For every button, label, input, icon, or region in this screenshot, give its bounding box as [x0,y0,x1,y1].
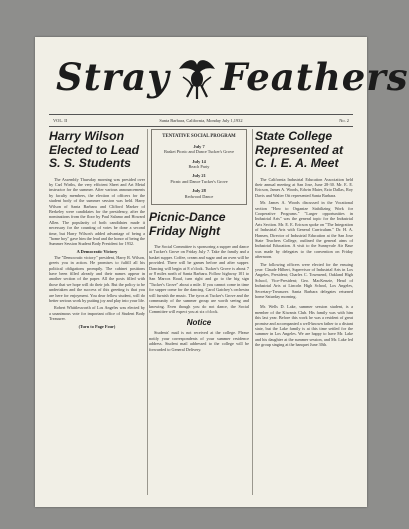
dateline [49,114,353,127]
dateline-place-date: Santa Barbara, California, Monday July 1,1932 [159,118,243,123]
program-event-date: July 28 [192,188,206,194]
program-title: TENTATIVE SOCIAL PROGRAM [162,134,236,139]
program-event-desc: Redwood Dance [184,193,214,199]
dateline-volume: VOL. II [53,118,68,123]
column-right [255,129,353,499]
notice-title: Notice [186,318,212,328]
article-subhead: A Democratic Victory [76,248,118,254]
column-divider [147,129,148,495]
article-paragraph: The following officers were elected for the ensuing year: Claude Hilbert, Supervisor of Industrial Arts in Los Angeles, President; Charles C. Townsend, Oakland High School, Vice-President; Geo. MacKenzie, Head of Industrial Arts at Lincoln High School, Los Angeles, Secretary-Treasurer. Santa Barbara delegates returned home Saturday morning. [255,261,353,300]
continued-note: (Turn to Page Four) [78,323,116,329]
picnic-headline: Picnic-Dance Friday Night [149,210,226,238]
article-paragraph: Mr. Wells D. Lake, summer session student, is a member of the Kiwanis Club. His family was with him this last year. Before this work he was a resident of great promise and accompanied a well-known father to a distant state, but the Lake family is at this time settled for the summer in Los Angeles. We are happy to have Mr. Lake and his daughter at the summer session, and Mr. Lake led the group singing at the banquet June 30th. [255,304,353,348]
article-paragraph: The Social Committee is sponsoring a supper and dance at Tucker's Grove on Friday July 7. Take the family and a basket supper. Coffee, cream and sugar and an oven will be provided. There will be games before and after supper. Dancing will begin at 8 o'clock. Tucker's Grove is about 7 or 8 miles north of Santa Barbara. Follow highway 101 to San Marcos Road, turn right and go to the big sign "Tucker's Grove" about a mile. If you cannot come in time for supper come for the dancing. Carol Gatchey's orchestra will furnish the music. The tyros at Tucker's Grove and the community of the summer group are worth seeing and knowing. Even though you do not dance, the Social Committee will expect you at six o'clock. [149,244,249,314]
program-event-date: July 21 [192,173,206,179]
masthead-title-left: Stray [56,55,170,99]
college-headline: State College Represented at C. I. E. A. Meet [255,129,344,170]
program-event-desc: Basket Picnic and Dance Tucker's Grove [163,149,235,155]
program-event-date: July 7 [193,143,205,149]
article-paragraph: Robert Whittlesworth of Los Angeles was elected by a unanimous vote for important office of Student Body Treasurer. [49,305,145,322]
column-divider [252,129,253,495]
dateline-number: No. 2 [339,118,349,123]
program-event-desc: Beach Party [188,164,210,170]
column-left [49,129,145,499]
column-middle [149,129,249,499]
newspaper-page [35,37,409,507]
program-event-desc: Picnic and Dance Tucker's Grove [170,178,228,184]
program-event-date: July 14 [192,158,206,164]
masthead [35,49,409,109]
social-program-box [151,129,247,205]
article-paragraph: The California Industrial Education Association held their annual meeting at San Jose, June 28-30. Mr. E. E. Ericson, James A. Woods, Edwin Maier, Ezio Dallas, Roy Davis and Walter Ott represented Santa Barbara. [255,176,353,198]
article-paragraph: The "Democratic victory" president, Harry R. Wilson, greets you in action. He promises to fulfill all his political obligations promptly. The cabinet positions have been filled already and their names appear in another section of the paper. All the posts filled with those that we hope will do their job. But the policy to be undertaken and the success of this greeting is that you are here for enjoyment. You dear fellow student, will do better serious work by putting joy and play into your life. [49,254,145,304]
bird-logo-icon [173,51,221,101]
article-paragraph: Mr. James A. Woods discussed in the Vocational section "How to Organize Stabilizing Work for Cooperative Programs." "Larger opportunities in Industrial Arts" was the general topic for the Industrial Arts Section. Mr. E. E. Ericson spoke on "The Integration of Industrial Arts with General Curriculum." Dr. H. A. Hansen, Director of Industrial Education at the San Jose State Teachers College, outlined the general aims of Industrial Education. A visit to the Sunnyvale Air Base was made by delegates to the convention on Friday afternoon. [255,200,353,260]
wilson-headline: Harry Wilson Elected to Lead S. S. Students [49,129,140,170]
article-paragraph: The Assembly Thursday morning was presided over by Carl Wirths, the very efficient Sheet and Art Metal instructor for the summer. After various announcements by faculty members, the election of officers for the student body of the summer session was held. Harry Wilson of Santa Barbara and Clifford Marker of Berkeley were candidates for the presidency, after the nominations from the floor by Paul Salamo and Howard Allen. The popularity of both candidates made it necessary for the counting of votes be done a second time, but Harry Wilson's added advantage of being a "home boy" gave him the lead and the honor of being the Summer Session Student Body President for 1932. [49,176,145,247]
article-paragraph: Students' mail is not received at the college. Please notify your correspondents of your summer residence address. Student mail addressed to the college will be forwarded to General Delivery. [149,330,249,352]
masthead-title-right: Feathers [221,55,409,99]
